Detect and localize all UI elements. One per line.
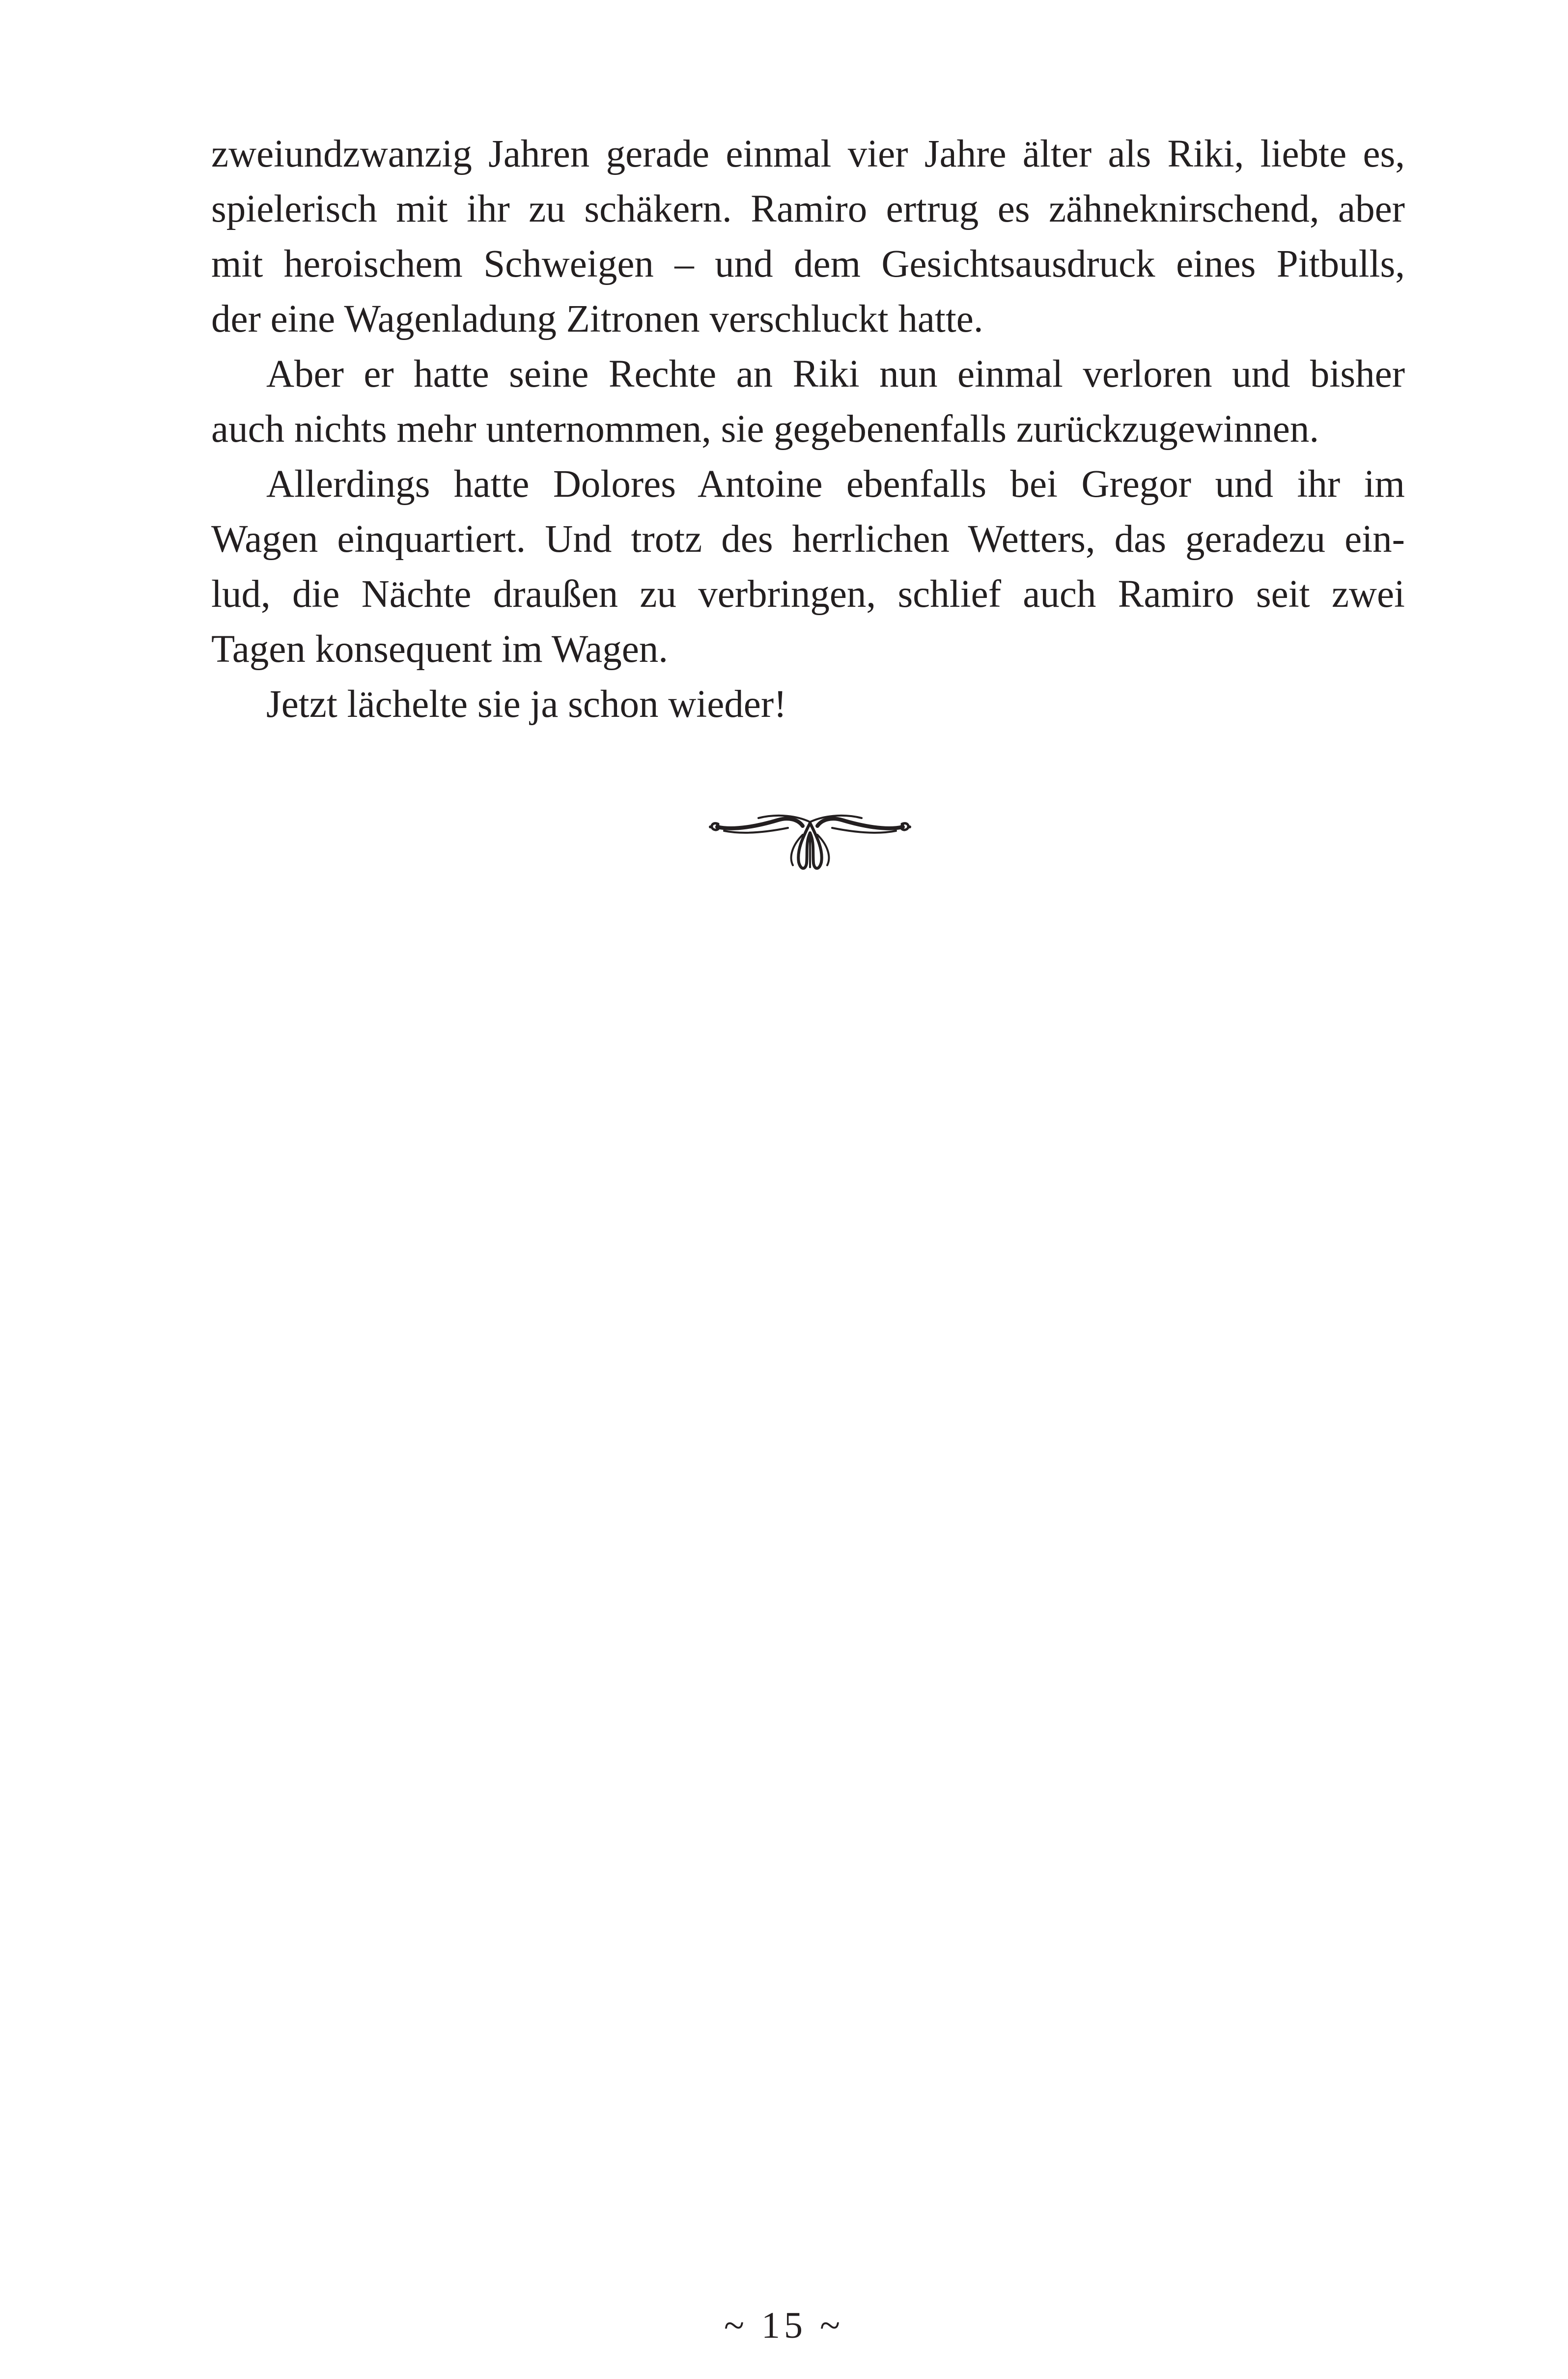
text-line: mit heroischem Schweigen – und dem Gesichtsausdruck eines Pitbulls,	[211, 243, 1405, 285]
text-line: Aber er hatte seine Rechte an Riki nun einmal verloren und bisher	[266, 353, 1405, 396]
text-line: der eine Wagenladung Zitronen verschluckt hatte.	[211, 298, 983, 340]
text-line: Jetzt lächelte sie ja schon wieder!	[266, 683, 787, 726]
text-line: Allerdings hatte Dolores Antoine ebenfalls bei Gregor und ihr im	[266, 463, 1405, 506]
page-number: ~ 15 ~	[724, 2305, 844, 2346]
text-line: Tagen konsequent im Wagen.	[211, 628, 669, 671]
text-line: lud, die Nächte draußen zu verbringen, schlief auch Ramiro seit zwei	[211, 573, 1405, 616]
text-line: zweiundzwanzig Jahren gerade einmal vier Jahre älter als Riki, liebte es,	[211, 133, 1405, 175]
text-line: spielerisch mit ihr zu schäkern. Ramiro ertrug es zähneknirschend, aber	[211, 188, 1405, 230]
scroll-flourish-ornament-icon	[704, 798, 916, 877]
body-text	[211, 127, 1405, 732]
text-line: auch nichts mehr unternommen, sie gegebenenfalls zurückzugewinnen.	[211, 408, 1319, 451]
text-line: Wagen einquartiert. Und trotz des herrlichen Wetters, das geradezu ein-	[211, 518, 1405, 561]
